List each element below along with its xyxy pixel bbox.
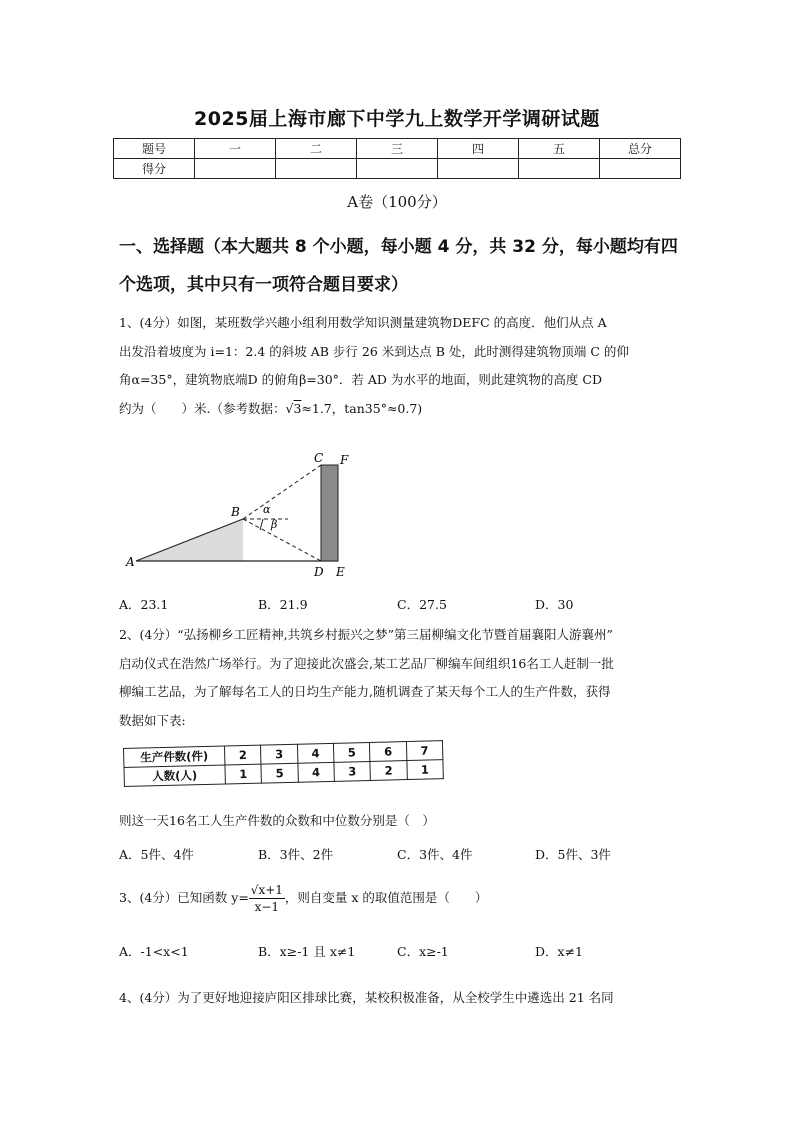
fraction-denominator: x−1 — [254, 900, 280, 914]
question-3-suffix: ，则自变量 x 的取值范围是（ ） — [284, 890, 488, 905]
angle-mark — [260, 519, 263, 530]
question-2-prompt: 则这一天16名工人生产件数的众数和中位数分别是（ ） — [119, 813, 435, 828]
production-cell: 2 — [224, 745, 261, 765]
sight-line-to-d — [243, 519, 321, 561]
score-table — [113, 138, 681, 179]
option-c[interactable]: C．x≥-1 — [397, 944, 449, 959]
option-b[interactable]: B．x≥-1 且 x≠1 — [258, 944, 356, 959]
score-table-header-row — [114, 139, 681, 159]
people-cell: 4 — [298, 762, 335, 782]
people-label: 人数(人) — [124, 765, 225, 786]
question-2-line: 数据如下表: — [119, 712, 186, 728]
option-c[interactable]: C．27.5 — [397, 597, 447, 612]
slope-building-figure — [118, 448, 358, 584]
production-cell: 6 — [370, 742, 407, 762]
question-1-line: 出发沿着坡度为 i=1：2.4 的斜坡 AB 步行 26 米到达点 B 处，此时测得建筑物顶端 C 的仰 — [119, 343, 629, 359]
label-c: C — [314, 451, 324, 465]
score-cell: 题号 — [114, 139, 195, 159]
option-c[interactable]: C．3件、4件 — [397, 847, 473, 862]
score-empty-cell — [519, 159, 600, 179]
label-e: E — [336, 565, 345, 579]
function-fraction — [249, 882, 285, 915]
question-1-line — [119, 395, 684, 424]
question-4: 4、(4分）为了更好地迎接庐阳区排球比赛，某校积极准备，从全校学生中遴选出 21 名同 — [119, 990, 614, 1005]
option-b[interactable]: B．3件、2件 — [258, 847, 334, 862]
sqrt-symbol: √ — [285, 400, 294, 416]
question-1-text: 约为（ ）米.（参考数据： — [119, 400, 286, 416]
option-d[interactable]: D．5件、3件 — [535, 847, 611, 862]
score-empty-cell — [600, 159, 681, 179]
score-table-score-row — [114, 159, 681, 179]
score-cell: 五 — [519, 139, 600, 159]
question-1-line: 1、(4分）如图，某班数学兴趣小组利用数学知识测量建筑物DEFC 的高度．他们从点 A — [119, 315, 607, 330]
production-cell: 7 — [406, 741, 443, 761]
score-cell: 总分 — [600, 139, 681, 159]
people-cell: 2 — [370, 761, 407, 781]
production-label: 生产件数(件) — [124, 746, 225, 767]
question-2-line: 2、(4分）“弘扬柳乡工匠精神,共筑乡村振兴之梦”第三届柳编文化节暨首届襄阳人游襄州” — [119, 627, 613, 642]
option-d[interactable]: D．30 — [535, 597, 574, 612]
label-alpha: α — [263, 503, 271, 516]
label-beta: β — [271, 518, 278, 531]
sqrt-argument: 3 — [293, 400, 302, 416]
option-a[interactable]: A．23.1 — [119, 597, 169, 612]
people-cell: 1 — [407, 760, 444, 780]
people-cell: 3 — [334, 761, 371, 781]
option-b[interactable]: B．21.9 — [258, 597, 308, 612]
question-3-prefix: 3、(4分）已知函数 y= — [119, 890, 249, 905]
score-empty-cell — [276, 159, 357, 179]
score-empty-cell — [357, 159, 438, 179]
production-cell: 3 — [261, 744, 298, 764]
production-cell: 4 — [297, 743, 334, 763]
score-cell: 二 — [276, 139, 357, 159]
section-1-heading: 一、选择题（本大题共 8 个小题，每小题 4 分，共 32 分，每小题均有四个选项，其中只有一项符合题目要求） — [119, 237, 678, 295]
question-1 — [119, 309, 684, 423]
production-cell: 5 — [333, 742, 370, 762]
option-d[interactable]: D．x≠1 — [535, 944, 583, 959]
option-a[interactable]: A．-1<x<1 — [119, 944, 189, 959]
score-cell: 得分 — [114, 159, 195, 179]
score-empty-cell — [195, 159, 276, 179]
label-d: D — [314, 565, 324, 579]
fraction-numerator: √x+1 — [250, 883, 283, 897]
question-1-text: ≈1.7，tan35°≈0.7) — [301, 400, 423, 416]
question-2-line: 柳编工艺品，为了解每名工人的日均生产能力,随机调查了某天每个工人的生产件数，获得 — [119, 684, 611, 699]
production-table — [123, 740, 444, 787]
label-b: B — [231, 505, 240, 519]
label-f: F — [340, 453, 349, 467]
score-cell: 四 — [438, 139, 519, 159]
people-cell: 1 — [225, 764, 262, 784]
option-a[interactable]: A．5件、4件 — [119, 847, 194, 862]
score-cell: 一 — [195, 139, 276, 159]
question-3 — [119, 880, 684, 916]
exam-title: 2025届上海市廊下中学九上数学开学调研试题 — [194, 108, 600, 130]
label-a: A — [126, 555, 135, 569]
sight-line-to-c — [243, 465, 321, 519]
section-a-heading: A卷（100分） — [347, 193, 447, 211]
people-cell: 5 — [261, 763, 298, 783]
question-1-line: 角α=35°，建筑物底端D 的俯角β=30°．若 AD 为水平的地面，则此建筑物的高度 CD — [119, 372, 602, 387]
question-2-line: 启动仪式在浩然广场举行。为了迎接此次盛会,某工艺品厂柳编车间组织16名工人赶制一批 — [119, 655, 614, 671]
question-2 — [119, 621, 684, 735]
score-empty-cell — [438, 159, 519, 179]
building-rect — [321, 465, 338, 561]
score-cell: 三 — [357, 139, 438, 159]
